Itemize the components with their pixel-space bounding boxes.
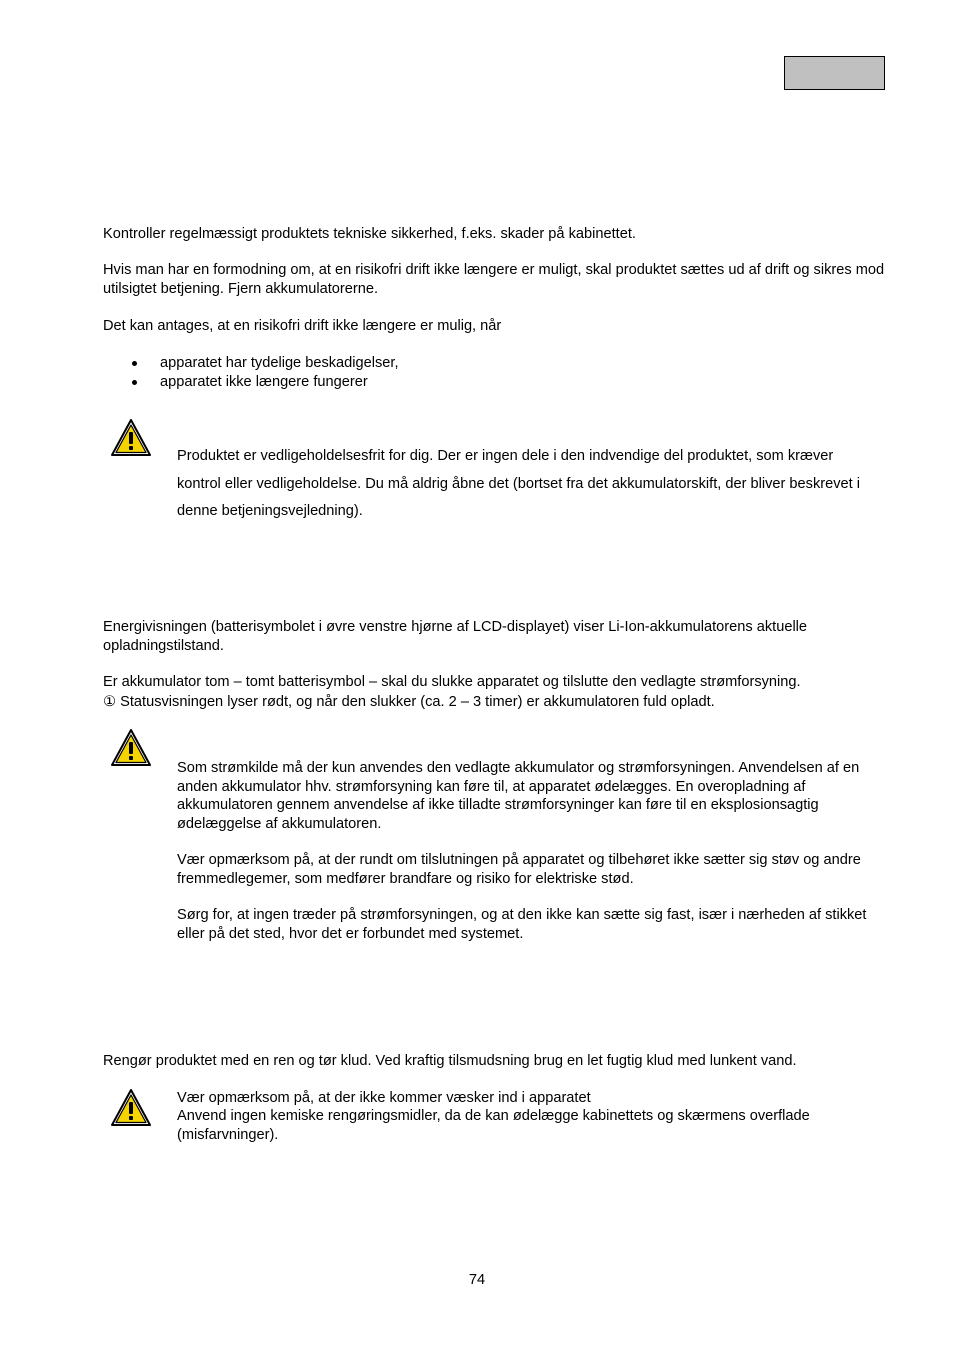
warning-cable-text: Sørg for, at ingen træder på strømforsyningen, og at den ikke kan sætte sig fast, især i nærheden af stikket eller på det sted, hvor det er forbundet med systemet. (177, 907, 867, 942)
paragraph-unsafe-conditions: Det kan antages, at en risikofri drift ikke længere er mulig, når (103, 318, 502, 334)
warning-triangle-icon (110, 728, 152, 768)
warning-chemicals-text: Anvend ingen kemiske rengøringsmidler, da de kan ødelægge kabinettets og skærmens overflade (misfarvninger). (177, 1108, 810, 1143)
list-item: apparatet har tydelige beskadigelser, (103, 354, 399, 373)
paragraph-take-out-of-service: Hvis man har en formodning om, at en risikofri drift ikke længere er muligt, skal produktet sættes ud af drift og sikres mod utilsigtet betjening. Fjern akkumulatorerne. (103, 262, 885, 297)
warning-maintenance-free-text: Produktet er vedligeholdelsesfrit for dig. Der er ingen dele i den indvendige del produktet, som kræver kontrol eller vedligeholdelse. Du må aldrig åbne det (bortset fra det akkumulatorskift, der bliver beskrevet i denne betjeningsvejledning). (177, 448, 860, 519)
unsafe-conditions-list (103, 354, 399, 392)
warning-power-source-text: Som strømkilde må der kun anvendes den vedlagte akkumulator og strømforsyningen. Anvendelsen af en anden akkumulator hhv. strømforsyning kan føre til, at apparatet ødelægges. En overopladning af akkumulatoren gennem anvendelse af ikke tilladte strømforsyninger kan føre til en eksplosionsagtig ødelæggelse af akkumulatoren. (177, 760, 860, 832)
paragraph-check-safety: Kontroller regelmæssigt produktets tekniske sikkerhed, f.eks. skader på kabinettet. (103, 226, 636, 242)
paragraph-cleaning: Rengør produktet med en ren og tør klud. Ved kraftig tilsmudsning brug en let fugtig klud med lunkent vand. (103, 1053, 797, 1069)
language-tab-box (784, 56, 885, 90)
paragraph-energy-display: Energivisningen (batterisymbolet i øvre venstre hjørne af LCD-displayet) viser Li-Ion-akkumulatorens aktuelle opladningstilstand. (103, 619, 808, 654)
bullet-icon (132, 380, 137, 385)
paragraph-status-led: ① Statusvisningen lyser rødt, og når den slukker (ca. 2 – 3 timer) er akkumulatoren fuld opladt. (103, 694, 715, 710)
warning-liquids-text: Vær opmærksom på, at der ikke kommer væsker ind i apparatet (177, 1090, 591, 1106)
paragraph-empty-battery: Er akkumulator tom – tomt batterisymbol – skal du slukke apparatet og tilslutte den vedlagte strømforsyning. (103, 674, 801, 690)
warning-triangle-icon (110, 1088, 152, 1128)
bullet-icon (132, 361, 137, 366)
warning-dust-text: Vær opmærksom på, at der rundt om tilslutningen på apparatet og tilbehøret ikke sætter sig støv og andre fremmedlegemer, som medfører brandfare og risiko for elektriske stød. (177, 852, 861, 887)
warning-triangle-icon (110, 418, 152, 458)
page-number: 74 (468, 1272, 486, 1288)
list-item: apparatet ikke længere fungerer (103, 373, 399, 392)
